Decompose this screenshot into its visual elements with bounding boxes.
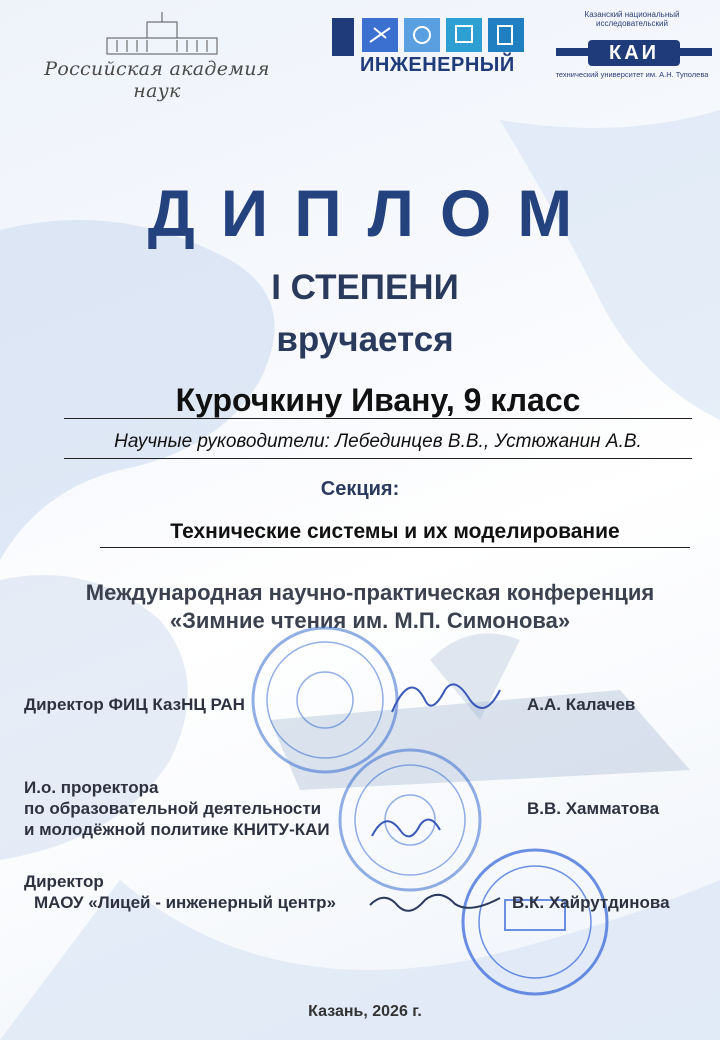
signer-3-role [24, 871, 336, 913]
signer-2-name: В.В. Хамматова [527, 799, 660, 818]
conference-title-line1: Международная научно-практическая конференция [85, 580, 655, 605]
signer-3-role-line: МАОУ «Лицей - инженерный центр» [34, 893, 337, 912]
signature-kalachev-icon [392, 684, 500, 712]
signature-khammatova-icon [372, 820, 440, 837]
diploma-title: ДИПЛОМ [147, 176, 599, 250]
scientific-advisors: Научные руководители: Лебединцев В.В., Устюжанин А.В. [114, 431, 642, 452]
signer-3-name: В.К. Хайрутдинова [512, 893, 670, 912]
diploma-degree: I СТЕПЕНИ [271, 268, 459, 307]
signer-3-role-line: Директор [24, 872, 104, 891]
signer-1-role [24, 694, 245, 715]
kai-stamp-icon [340, 750, 480, 890]
signer-2-role [24, 777, 330, 840]
city-year: Казань, 2026 г. [308, 1003, 422, 1020]
signer-1-role-line: Директор ФИЦ КазНЦ РАН [24, 695, 245, 714]
section-name: Технические системы и их моделирование [170, 520, 620, 543]
kai-logo-top-text: Казанский национальный исследовательский [584, 10, 680, 28]
kai-logo-bottom-text: технический университет им. А.Н. Туполева [555, 70, 709, 79]
ras-logo-text: Российская академия наук [44, 58, 270, 102]
signer-2-role-line: по образовательной деятельности [24, 799, 322, 818]
ras-stamp-icon [253, 628, 397, 772]
inzhenerny-logo-text: ИНЖЕНЕРНЫЙ [360, 54, 515, 76]
signer-2-role-line: и молодёжной политике КНИТУ-КАИ [24, 820, 330, 839]
conference-title-line2: «Зимние чтения им. М.П. Симонова» [169, 608, 571, 633]
kai-logo-mark: КАИ [588, 40, 680, 66]
recipient-name: Курочкину Ивану, 9 класс [175, 382, 581, 418]
signer-2-role-line: И.о. проректора [24, 778, 159, 797]
section-label: Секция: [320, 478, 400, 500]
signer-1-name: А.А. Калачев [527, 695, 636, 714]
awarded-to-label: вручается [276, 320, 454, 359]
lyceum-stamp-icon [463, 850, 607, 994]
